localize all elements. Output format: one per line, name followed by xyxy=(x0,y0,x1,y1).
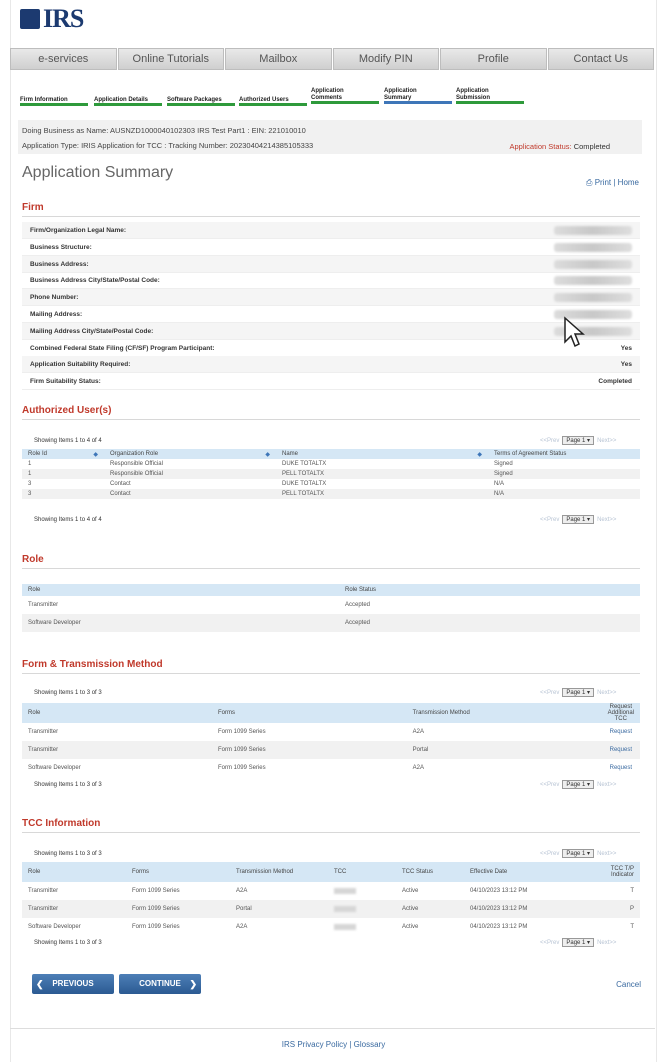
page-select[interactable]: Page 1 ▾ xyxy=(562,849,594,858)
divider xyxy=(22,216,640,217)
cell-text: Form 1099 Series xyxy=(217,729,266,735)
pagination xyxy=(540,780,616,789)
page-select-value: Page 1 xyxy=(566,517,586,523)
prev-link[interactable]: <<Prev xyxy=(540,516,560,523)
cell-text: Software Developer xyxy=(28,620,81,626)
col-header-label: Name xyxy=(282,450,299,457)
pagination xyxy=(540,849,616,858)
pagination xyxy=(540,688,616,697)
mouse-pointer-icon xyxy=(563,316,585,348)
cell-text: Portal xyxy=(236,906,252,912)
col-header: TCC T/P Indicator xyxy=(596,862,640,882)
request-tcc-link[interactable]: Request xyxy=(609,729,632,735)
table-cell xyxy=(596,882,640,900)
table-cell xyxy=(339,596,640,614)
table-header-row xyxy=(22,703,640,723)
showing-items-text: Showing Items 1 to 3 of 3 xyxy=(34,690,102,696)
cell-text: P xyxy=(629,906,634,912)
firm-detail-row xyxy=(22,239,640,256)
cell-text: Responsible Official xyxy=(110,461,163,467)
table-row xyxy=(22,479,640,489)
sort-icon[interactable]: ◆ xyxy=(265,451,270,458)
status-label: Application Status: xyxy=(509,142,572,151)
table-cell xyxy=(22,759,212,777)
page-select-value: Page 1 xyxy=(566,438,586,444)
next-link[interactable]: Next>> xyxy=(597,850,617,857)
table-cell xyxy=(22,596,339,614)
table-cell xyxy=(22,479,104,489)
tcc-info-title: TCC Information xyxy=(22,818,101,829)
firm-detail-row xyxy=(22,222,640,239)
table-row xyxy=(22,489,640,499)
previous-button[interactable] xyxy=(32,974,114,994)
page-select-value: Page 1 xyxy=(566,940,586,946)
col-header[interactable]: Terms of Agreement Status xyxy=(488,449,640,459)
step-label: Firm Information xyxy=(20,97,68,103)
step-label: Application Details xyxy=(94,97,149,103)
next-link[interactable]: Next>> xyxy=(597,689,617,696)
table-cell xyxy=(276,459,488,469)
firm-detail-value: Yes xyxy=(620,361,632,369)
col-header: Role xyxy=(22,584,339,596)
table-row xyxy=(22,596,640,614)
table-cell xyxy=(22,469,104,479)
page-select-value: Page 1 xyxy=(566,851,586,857)
table-cell xyxy=(212,759,407,777)
table-cell xyxy=(22,918,126,936)
col-header: Effective Date xyxy=(464,862,596,882)
firm-detail-label: Business Structure: xyxy=(30,243,92,251)
step-application-summary[interactable] xyxy=(384,88,432,102)
cell-text: A2A xyxy=(412,765,424,771)
firm-detail-label: Phone Number: xyxy=(30,294,79,302)
divider xyxy=(22,568,640,569)
table-header-row xyxy=(22,862,640,882)
firm-detail-row xyxy=(22,340,640,357)
col-header: Transmission Method xyxy=(407,703,602,723)
prev-link[interactable]: <<Prev xyxy=(540,437,560,444)
step-application-comments[interactable] xyxy=(311,88,363,102)
col-header: Forms xyxy=(212,703,407,723)
table-cell xyxy=(276,479,488,489)
page-title: Application Summary xyxy=(22,164,174,181)
cell-text: DUKE TOTALTX xyxy=(282,461,327,467)
top-navigation xyxy=(10,48,655,70)
table-row xyxy=(22,900,640,918)
col-header: Role xyxy=(22,703,212,723)
table-cell xyxy=(22,882,126,900)
table-cell xyxy=(407,723,602,741)
page-select[interactable]: Page 1 ▾ xyxy=(562,688,594,697)
firm-detail-label: Firm Suitability Status: xyxy=(30,378,101,386)
table-cell xyxy=(396,882,464,900)
table-cell xyxy=(488,489,640,499)
table-cell xyxy=(602,759,640,777)
cell-text: Software Developer xyxy=(28,924,81,930)
application-info-box xyxy=(18,120,642,154)
col-header[interactable] xyxy=(104,449,276,459)
redacted-value xyxy=(554,243,632,252)
divider xyxy=(10,1028,655,1029)
firm-detail-value: Yes xyxy=(620,344,632,352)
cell-text: Transmitter xyxy=(28,602,59,608)
cell-text: Transmitter xyxy=(28,747,59,753)
role-table xyxy=(22,584,640,632)
cell-text: Form 1099 Series xyxy=(132,924,180,930)
table-cell xyxy=(328,882,396,900)
table-cell xyxy=(464,918,596,936)
table-cell xyxy=(22,723,212,741)
step-label: Application Submission xyxy=(456,88,491,101)
prev-link[interactable]: <<Prev xyxy=(540,850,560,857)
showing-items-text: Showing Items 1 to 3 of 3 xyxy=(34,851,102,857)
cell-text: Signed xyxy=(494,471,513,477)
page-select[interactable]: Page 1 ▾ xyxy=(562,515,594,524)
cell-text: Accepted xyxy=(345,620,371,626)
print-home-text[interactable]: Print | Home xyxy=(594,178,639,187)
table-cell xyxy=(464,882,596,900)
cell-text: Signed xyxy=(494,461,513,467)
form-transmission-table xyxy=(22,703,640,777)
next-link[interactable]: Next>> xyxy=(597,516,617,523)
cell-text: DUKE TOTALTX xyxy=(282,481,327,487)
cell-text: A2A xyxy=(236,924,248,930)
table-row xyxy=(22,469,640,479)
col-header: Role Status xyxy=(339,584,640,596)
table-cell xyxy=(602,741,640,759)
firm-detail-label: Firm/Organization Legal Name: xyxy=(30,227,127,234)
table-cell xyxy=(339,614,640,632)
next-link[interactable]: Next>> xyxy=(597,781,617,788)
cell-text: Contact xyxy=(110,491,131,497)
authorized-users-title: Authorized User(s) xyxy=(22,405,112,416)
col-header: Forms xyxy=(126,862,230,882)
firm-detail-value: Completed xyxy=(598,378,632,386)
table-cell xyxy=(126,900,230,918)
cell-text: PELL TOTALTX xyxy=(282,491,325,497)
next-link[interactable]: Next>> xyxy=(597,939,617,946)
nav-mailbox[interactable]: Mailbox xyxy=(225,48,332,70)
table-cell xyxy=(230,882,328,900)
cell-text: PELL TOTALTX xyxy=(282,471,325,477)
table-cell xyxy=(22,614,339,632)
chevron-right-icon: ❯ xyxy=(189,979,197,989)
sort-icon[interactable]: ◆ xyxy=(477,451,482,458)
continue-button[interactable] xyxy=(119,974,201,994)
printer-icon: ⎙ xyxy=(586,178,593,187)
table-row xyxy=(22,741,640,759)
step-firm-information[interactable] xyxy=(20,97,90,104)
nav-contact-us[interactable]: Contact Us xyxy=(548,48,655,70)
cell-text: N/A xyxy=(494,481,505,487)
col-header-label: Role Id xyxy=(28,450,48,457)
nav-modify-pin[interactable]: Modify PIN xyxy=(333,48,440,70)
col-header: TCC xyxy=(328,862,396,882)
cell-text: 1 xyxy=(28,461,32,467)
request-tcc-link[interactable]: Request xyxy=(609,765,632,771)
table-cell xyxy=(407,759,602,777)
cell-text: Accepted xyxy=(345,602,371,608)
cell-text: Transmitter xyxy=(28,906,59,912)
step-application-details[interactable] xyxy=(94,97,164,104)
col-header: TCC Status xyxy=(396,862,464,882)
application-status xyxy=(510,142,611,151)
step-label: Application Comments xyxy=(311,88,344,101)
table-cell xyxy=(22,741,212,759)
step-label: Application Summary xyxy=(384,88,417,101)
cell-text: N/A xyxy=(494,491,505,497)
pagination xyxy=(540,436,616,445)
authorized-users-table xyxy=(22,449,640,499)
firm-detail-label: Application Suitability Required: xyxy=(30,361,131,369)
firm-detail-row xyxy=(22,356,640,373)
table-cell xyxy=(22,489,104,499)
cell-text: Software Developer xyxy=(28,765,81,771)
cell-text: T xyxy=(630,924,634,930)
nav-e-services[interactable]: e-services xyxy=(10,48,117,70)
cell-text: Portal xyxy=(412,747,429,753)
irs-eagle-icon xyxy=(20,9,40,29)
dba-line: Doing Business as Name: AUSNZD1000040102303 IRS Test Part1 : EIN: 221010010 xyxy=(22,126,306,135)
cell-text: Form 1099 Series xyxy=(217,747,266,753)
table-cell xyxy=(396,900,464,918)
firm-detail-row xyxy=(22,272,640,289)
step-software-packages[interactable] xyxy=(167,97,235,104)
table-row xyxy=(22,614,640,632)
table-cell xyxy=(212,741,407,759)
firm-detail-label: Mailing Address City/State/Postal Code: xyxy=(30,327,154,335)
cell-text: 3 xyxy=(28,481,32,487)
firm-detail-label: Business Address City/State/Postal Code: xyxy=(30,277,160,285)
firm-detail-label: Business Address: xyxy=(30,260,89,268)
page-select-value: Page 1 xyxy=(566,690,586,696)
table-cell xyxy=(596,918,640,936)
irs-logo-text: IRS xyxy=(43,4,84,33)
table-header-row xyxy=(22,584,640,596)
cell-text: 1 xyxy=(28,471,32,477)
table-cell xyxy=(104,489,276,499)
cell-text: 04/10/2023 13:12 PM xyxy=(470,924,528,930)
firm-detail-row xyxy=(22,373,640,390)
footer-links[interactable]: IRS Privacy Policy | Glossary xyxy=(281,1040,386,1049)
step-authorized-users[interactable] xyxy=(239,97,307,104)
col-header[interactable] xyxy=(22,449,104,459)
divider xyxy=(22,419,640,420)
pagination xyxy=(540,515,616,524)
col-header[interactable] xyxy=(276,449,488,459)
firm-section-title: Firm xyxy=(22,202,44,213)
table-cell xyxy=(276,469,488,479)
page-select-value: Page 1 xyxy=(566,782,586,788)
page-select[interactable]: Page 1 ▾ xyxy=(562,938,594,947)
table-cell xyxy=(22,900,126,918)
firm-detail-label: Mailing Address: xyxy=(30,311,83,318)
cell-text: 04/10/2023 13:12 PM xyxy=(470,906,528,912)
table-cell xyxy=(126,882,230,900)
showing-items-text: Showing Items 1 to 4 of 4 xyxy=(34,438,102,444)
table-cell xyxy=(328,918,396,936)
step-label: Authorized Users xyxy=(239,97,289,103)
role-section-title: Role xyxy=(22,554,44,565)
cell-text: Form 1099 Series xyxy=(217,765,266,771)
cell-text: Transmitter xyxy=(28,729,59,735)
redacted-value xyxy=(554,226,632,235)
redacted-value xyxy=(554,276,632,285)
table-cell xyxy=(276,489,488,499)
cell-text: Transmitter xyxy=(28,888,59,894)
cell-text: Form 1099 Series xyxy=(132,906,180,912)
prev-link[interactable]: <<Prev xyxy=(540,781,560,788)
table-cell xyxy=(212,723,407,741)
sort-icon[interactable]: ◆ xyxy=(93,451,98,458)
table-cell xyxy=(126,918,230,936)
pagination xyxy=(540,938,616,947)
cell-text: Responsible Official xyxy=(110,471,163,477)
firm-detail-row xyxy=(22,256,640,273)
tcc-table xyxy=(22,862,640,936)
col-header-label: Organization Role xyxy=(110,450,159,457)
firm-detail-label: Combined Federal State Filing (CF/SF) Program Participant: xyxy=(30,344,215,352)
table-cell xyxy=(104,459,276,469)
table-cell xyxy=(396,918,464,936)
table-cell xyxy=(230,918,328,936)
redacted-tcc xyxy=(334,906,356,912)
step-application-submission[interactable] xyxy=(456,88,508,102)
nav-online-tutorials[interactable]: Online Tutorials xyxy=(118,48,225,70)
divider xyxy=(22,673,640,674)
table-row xyxy=(22,723,640,741)
prev-link[interactable]: <<Prev xyxy=(540,689,560,696)
col-header: Transmission Method xyxy=(230,862,328,882)
chevron-left-icon: ❮ xyxy=(36,979,44,989)
table-header-row xyxy=(22,449,640,459)
next-link[interactable]: Next>> xyxy=(597,437,617,444)
table-cell xyxy=(407,741,602,759)
table-cell xyxy=(104,469,276,479)
table-row xyxy=(22,918,640,936)
redacted-value xyxy=(554,293,632,302)
cell-text: Active xyxy=(402,924,419,930)
col-header: Role xyxy=(22,862,126,882)
firm-detail-row xyxy=(22,289,640,306)
print-home-links[interactable] xyxy=(586,178,639,188)
table-row xyxy=(22,459,640,469)
firm-detail-row xyxy=(22,306,640,323)
cell-text: Form 1099 Series xyxy=(132,888,180,894)
continue-label: CONTINUE xyxy=(139,979,181,988)
cell-text: A2A xyxy=(412,729,424,735)
firm-detail-row xyxy=(22,323,640,340)
showing-items-text: Showing Items 1 to 3 of 3 xyxy=(34,940,102,946)
table-cell xyxy=(488,469,640,479)
cell-text: T xyxy=(630,888,634,894)
table-row xyxy=(22,882,640,900)
form-transmission-title: Form & Transmission Method xyxy=(22,659,163,670)
table-cell xyxy=(596,900,640,918)
divider xyxy=(22,832,640,833)
status-value: Completed xyxy=(573,142,610,151)
cell-text: 04/10/2023 13:12 PM xyxy=(470,888,528,894)
col-header: Request Additional TCC xyxy=(602,703,640,723)
nav-profile[interactable]: Profile xyxy=(440,48,547,70)
cell-text: A2A xyxy=(236,888,248,894)
cell-text: Active xyxy=(402,906,419,912)
table-cell xyxy=(488,459,640,469)
table-cell xyxy=(328,900,396,918)
table-cell xyxy=(602,723,640,741)
cell-text: 3 xyxy=(28,491,32,497)
irs-logo[interactable] xyxy=(20,2,83,36)
showing-items-text: Showing Items 1 to 4 of 4 xyxy=(34,517,102,523)
table-cell xyxy=(22,459,104,469)
previous-label: PREVIOUS xyxy=(52,979,94,988)
redacted-tcc xyxy=(334,924,356,930)
table-cell xyxy=(488,479,640,489)
showing-items-text: Showing Items 1 to 3 of 3 xyxy=(34,782,102,788)
table-cell xyxy=(104,479,276,489)
redacted-value xyxy=(554,260,632,269)
cell-text: Active xyxy=(402,888,419,894)
page-select[interactable]: Page 1 ▾ xyxy=(562,436,594,445)
table-row xyxy=(22,759,640,777)
redacted-tcc xyxy=(334,888,356,894)
table-cell xyxy=(230,900,328,918)
cancel-link[interactable]: Cancel xyxy=(616,980,641,989)
step-label: Software Packages xyxy=(167,97,222,103)
page-select[interactable]: Page 1 ▾ xyxy=(562,780,594,789)
application-type-line: Application Type: IRIS Application for TCC : Tracking Number: 20230404214385105333 xyxy=(22,141,314,150)
cell-text: Contact xyxy=(110,481,131,487)
table-cell xyxy=(464,900,596,918)
request-tcc-link[interactable]: Request xyxy=(609,747,632,753)
prev-link[interactable]: <<Prev xyxy=(540,939,560,946)
